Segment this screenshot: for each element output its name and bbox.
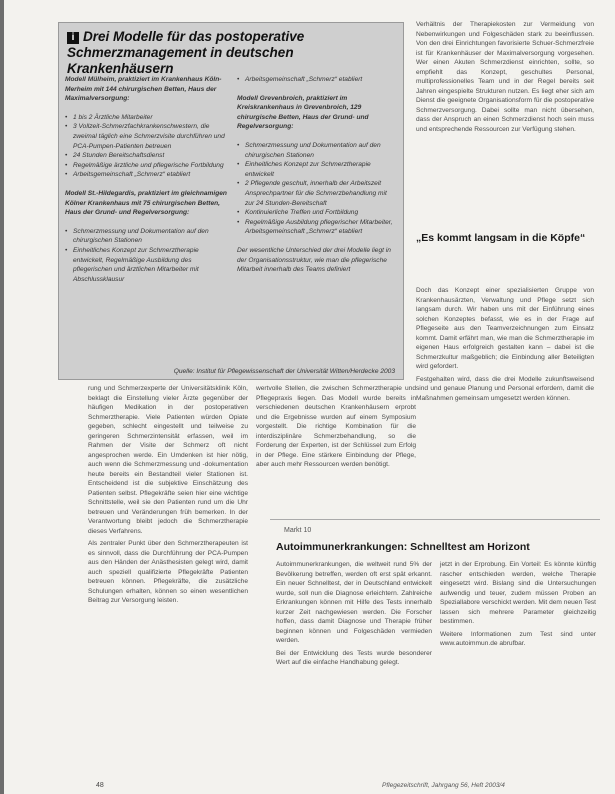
marker-title: Autoimmunerkrankungen: Schnelltest am Horizont bbox=[276, 541, 530, 553]
page-number: 48 bbox=[96, 782, 104, 789]
model-intro: Modell St.-Hildegardis, praktiziert im gleichnamigen Kölner Krankenhaus mit 75 chirurgischen Betten, Haus der Grund- und Regelversorgung: bbox=[65, 189, 227, 217]
bullet-list bbox=[65, 227, 230, 285]
paragraph: Doch das Konzept einer spezialisierten Gruppe von Krankenhausärzten, Verwaltung und Pflege setzt sich langsam durch. Wir haben uns mit der Einführung eines solchen Konzeptes befasst, wie es in der Frage auf Pflegeseite aus den Teamverzeichnungen zum Einsatz kommt. Damit erfährt man, wie man die Schmerztherapie im eigenen Haus erfolgreich gestalten kann – dabei ist die Schmerzkultur maßgeblich; die Einbindung aller Beteiligten wird gefordert. bbox=[416, 287, 594, 370]
model-intro: Modell Grevenbroich, praktiziert im Kreiskrankenhaus in Grevenbroich, 129 chirurgische Betten, Haus der Grund- und Regelversorgung: bbox=[237, 94, 369, 131]
info-icon: i bbox=[67, 32, 79, 44]
paragraph: Verhältnis der Therapiekosten zur Vermeidung von Nebenwirkungen und Folgeschäden stark zu beeinflussen. Von den drei Einrichtungen favorisierte Schuer-Schmerzfreie ist für Krankenhäuser der Maximalversorgung vorgesehen. Wer einen Akuten Schmerzdienst einrichten, sollte, so empfiehlt das Konzept, geschultes Personal, multiprofessionelles Team und in der Regel bereits seit Jahren eingespielte Strukturen nutzen. Es liegt eher sich am Dienst die geeignete Organisationsform für die postoperative Schmerzversorgung. Dabei sollte man nicht übersehen, dass der Anspruch an einen Schmerzdienst hoch sein muss und entsprechende Ressourcen zur Verfügung stehen. bbox=[416, 21, 594, 133]
paragraph: Bei der Entwicklung des Tests wurde besonderer Wert auf die einfache Handhabung gelegt. bbox=[276, 649, 432, 666]
bullet-item: • 3 Vollzeit-Schmerzfachkrankenschwestern, die zweimal täglich eine Schmerzvisite durchführen und PCA-Pumpen-Patienten betreuen bbox=[65, 122, 230, 151]
marker-label: Markt 10 bbox=[284, 527, 312, 534]
bullet-item: • Kontinuierliche Treffen und Fortbildung bbox=[237, 208, 397, 218]
bullet-item: • Einheitliches Konzept zur Schmerztherapie entwickelt bbox=[237, 160, 397, 179]
model-intro: Modell Mülheim, praktiziert im Krankenhaus Köln-Merheim mit 144 chirurgischen Betten, Haus der Maximalversorgung: bbox=[65, 76, 222, 103]
paragraph: Weitere Informationen zum Test sind unter www.autoimmun.de abrufbar. bbox=[440, 630, 596, 647]
bullet-item: • Schmerzmessung und Dokumentation auf den chirurgischen Stationen bbox=[65, 227, 230, 246]
info-box-source: Quelle: Institut für Pflegewissenschaft der Universität Witten/Herdecke 2003 bbox=[173, 368, 395, 375]
info-box-left-column bbox=[65, 75, 230, 293]
bullet-item: • Arbeitsgemeinschaft „Schmerz“ etabliert bbox=[237, 75, 397, 85]
info-box bbox=[58, 22, 404, 380]
paragraph: wertvolle Stellen, die zwischen Schmerztherapie und Pflegepraxis liegen. Das Modell wurde bereits in verschiedenen deutschen Krankenhäusern erprobt und die Ergebnisse wurden auf einem Symposium vorgestellt. Die richtige Kombination für die interdisziplinäre Schmerzbehandlung, so die Forderung der Experten, ist der Schlüssel zum Erfolg in der Pflege. Eine stärkere Einbindung der Pflege, aber auch mehr Ressourcen werden benötigt. bbox=[256, 385, 416, 468]
bullet-list bbox=[237, 141, 397, 237]
bullet-item: • Arbeitsgemeinschaft „Schmerz“ etabliert bbox=[65, 170, 230, 180]
section-subheading: „Es kommt langsam in die Köpfe“ bbox=[416, 232, 586, 244]
marker-column-2 bbox=[440, 560, 596, 652]
bullet-list bbox=[237, 75, 397, 85]
info-box-right-column bbox=[237, 75, 397, 284]
bullet-list bbox=[65, 113, 230, 180]
bullet-item: • 2 Pflegende geschult, innerhalb der Arbeitszeit Ansprechpartner für die Schmerzbehandlung mit zur 24 Stunden-Bereitschaft bbox=[237, 179, 397, 208]
scan-edge bbox=[0, 0, 4, 794]
bullet-item: • 1 bis 2 Ärztliche Mitarbeiter bbox=[65, 113, 230, 123]
bullet-item: • Regelmäßige Ausbildung pflegerischer Mitarbeiter, Arbeitsgemeinschaft „Schmerz“ etabliert bbox=[237, 218, 397, 237]
marker-column-1 bbox=[276, 560, 432, 671]
article-column-right-top bbox=[416, 20, 594, 137]
info-box-title: i Drei Modelle für das postoperative Schmerzmanagement in deutschen Krankenhäusern bbox=[67, 29, 305, 76]
paragraph: Als zentraler Punkt über den Schmerztherapeuten ist es sinnvoll, dass die Durchführung der PCA-Pumpen aus den Händen der Anästhesisten gelegt wird, damit auch speziell qualifizierte Pflegekräfte Patienten betreuen können. Pflegekräfte, die zusätzliche Schulungen erhalten, können so einen wesentlichen Beitrag zur Versorgung leisten. bbox=[88, 540, 248, 604]
article-column-bottom-middle bbox=[256, 384, 416, 473]
paragraph: rung und Schmerzexperte der Universitätsklinik Köln, beklagt die Einstellung vieler Ärzte gegenüber der häufigen Medikation in der postoperativen Schmerztherapie. Viele Patienten würden Opiate gegeben, schlecht eingestellt und teilweise zu geringeren Schmerzintensität erfassen, weil im Rahmen der Visite der Schmerz oft nicht angesprochen werde. Ein Umdenken ist hier nötig, auch wenn die Schmerzmessung und -dokumentation heute bereits ein Bestandteil vieler Stationen ist. Entscheidend ist die subjektive Einschätzung des Patienten selbst. Pflegekräfte seien hier eine wichtige Schnittstelle, weil sie den Patienten rund um die Uhr betreuen und Veränderungen früh bemerken. In der Verantwortung bleibt jedoch die Schmerztherapie dieses Verfahrens. bbox=[88, 385, 248, 535]
paragraph: Autoimmunerkrankungen, die weltweit rund 5% der Bevölkerung betreffen, werden oft erst spät erkannt. Ein neuer Schnelltest, der in Deutschland entwickelt wurde, soll nun die Diagnose erleichtern. Zahlreiche Erkrankungen können mit Hilfe des Tests innerhalb kurzer Zeit nachgewiesen werden. Die Forscher hoffen, dass damit Diagnose und Therapie früher beginnen können und Folgeschäden vermieden werden. bbox=[276, 561, 432, 644]
article-column-right-middle bbox=[416, 286, 594, 406]
info-note: Der wesentliche Unterschied der drei Modelle liegt in der Organisationsstruktur, wie man die pflegerische Mitarbeit innerhalb des Teams definiert bbox=[237, 246, 391, 274]
news-marker-box bbox=[270, 519, 600, 782]
article-column-bottom-left bbox=[88, 384, 248, 609]
paragraph: Festgehalten wird, dass die drei Modelle zukunftsweisend sind und genaue Planung und Personal erfordern, damit die Maßnahmen gemeinsam umgesetzt werden können. bbox=[416, 375, 594, 402]
bullet-item: • 24 Stunden Bereitschaftsdienst bbox=[65, 151, 230, 161]
paragraph: jetzt in der Erprobung. Ein Vorteil: Es könnte künftig rascher entschieden werden, welche Therapie eingesetzt wird. Bislang sind die Untersuchungen aufwendig und teuer, zudem müssen Proben an Speziallabore verschickt werden. Mit dem neuen Test lassen sich mehrere Parameter gleichzeitig bestimmen. bbox=[440, 561, 596, 625]
bullet-item: • Schmerzmessung und Dokumentation auf den chirurgischen Stationen bbox=[237, 141, 397, 160]
journal-footer: Pflegezeitschrift, Jahrgang 56, Heft 2003/4 bbox=[382, 782, 505, 789]
bullet-item: • Einheitliches Konzept zur Schmerztherapie entwickelt, Regelmäßige Ausbildung des pflegerischen und ärztlichen Mitarbeiter mit Abschlussklausur bbox=[65, 246, 230, 284]
bullet-item: • Regelmäßige ärztliche und pflegerische Fortbildung bbox=[65, 161, 230, 171]
